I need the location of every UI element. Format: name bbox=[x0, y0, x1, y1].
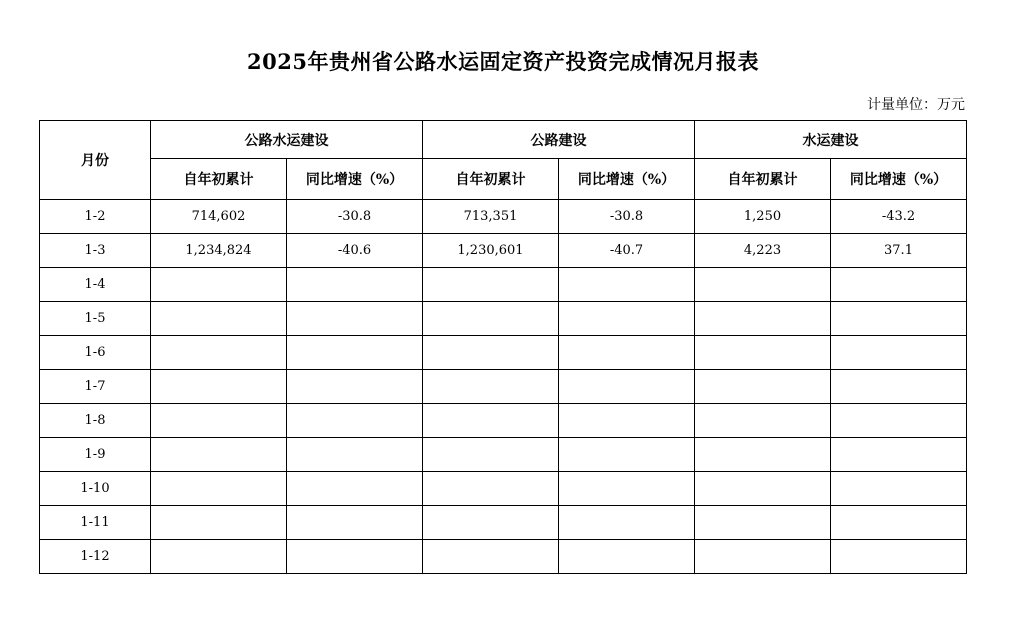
cumulative-cell bbox=[423, 336, 559, 370]
cumulative-cell bbox=[695, 438, 831, 472]
cumulative-cell bbox=[695, 336, 831, 370]
yoy-growth-cell: -30.8 bbox=[559, 200, 695, 234]
yoy-growth-cell bbox=[287, 472, 423, 506]
cumulative-cell bbox=[423, 438, 559, 472]
cumulative-cell: 1,230,601 bbox=[423, 234, 559, 268]
cumulative-cell bbox=[151, 438, 287, 472]
cumulative-cell bbox=[695, 302, 831, 336]
cumulative-cell bbox=[151, 268, 287, 302]
cumulative-cell bbox=[151, 370, 287, 404]
header-cumulative: 自年初累计 bbox=[151, 159, 287, 200]
cumulative-cell bbox=[695, 540, 831, 574]
yoy-growth-cell: 37.1 bbox=[831, 234, 967, 268]
month-cell: 1-3 bbox=[40, 234, 151, 268]
cumulative-cell bbox=[695, 404, 831, 438]
yoy-growth-cell bbox=[831, 506, 967, 540]
header-group-highway: 公路建设 bbox=[423, 121, 695, 159]
yoy-growth-cell bbox=[831, 336, 967, 370]
yoy-growth-cell bbox=[831, 370, 967, 404]
month-cell: 1-7 bbox=[40, 370, 151, 404]
yoy-growth-cell bbox=[287, 404, 423, 438]
table-row bbox=[40, 370, 967, 404]
cumulative-cell bbox=[695, 506, 831, 540]
yoy-growth-cell: -30.8 bbox=[287, 200, 423, 234]
cumulative-cell: 1,234,824 bbox=[151, 234, 287, 268]
cumulative-cell bbox=[695, 370, 831, 404]
yoy-growth-cell bbox=[287, 540, 423, 574]
cumulative-cell: 4,223 bbox=[695, 234, 831, 268]
yoy-growth-cell bbox=[559, 540, 695, 574]
cumulative-cell bbox=[423, 302, 559, 336]
cumulative-cell bbox=[695, 268, 831, 302]
cumulative-cell bbox=[151, 506, 287, 540]
cumulative-cell bbox=[151, 404, 287, 438]
month-cell: 1-8 bbox=[40, 404, 151, 438]
header-group-highway-waterway: 公路水运建设 bbox=[151, 121, 423, 159]
cumulative-cell bbox=[695, 472, 831, 506]
table-row bbox=[40, 404, 967, 438]
cumulative-cell: 1,250 bbox=[695, 200, 831, 234]
cumulative-cell bbox=[423, 540, 559, 574]
table-row bbox=[40, 540, 967, 574]
yoy-growth-cell bbox=[559, 404, 695, 438]
yoy-growth-cell bbox=[831, 540, 967, 574]
yoy-growth-cell: -43.2 bbox=[831, 200, 967, 234]
month-cell: 1-12 bbox=[40, 540, 151, 574]
month-cell: 1-6 bbox=[40, 336, 151, 370]
header-cumulative: 自年初累计 bbox=[695, 159, 831, 200]
header-month: 月份 bbox=[40, 121, 151, 200]
yoy-growth-cell bbox=[831, 438, 967, 472]
header-cumulative: 自年初累计 bbox=[423, 159, 559, 200]
table-row bbox=[40, 234, 967, 268]
unit-label: 计量单位：万元 bbox=[867, 97, 965, 113]
month-cell: 1-2 bbox=[40, 200, 151, 234]
table-row bbox=[40, 506, 967, 540]
yoy-growth-cell bbox=[559, 472, 695, 506]
month-cell: 1-11 bbox=[40, 506, 151, 540]
yoy-growth-cell bbox=[559, 336, 695, 370]
cumulative-cell: 714,602 bbox=[151, 200, 287, 234]
yoy-growth-cell bbox=[831, 268, 967, 302]
yoy-growth-cell bbox=[831, 302, 967, 336]
table-body bbox=[40, 200, 967, 574]
header-row-sub bbox=[40, 159, 967, 200]
yoy-growth-cell bbox=[287, 506, 423, 540]
table-row bbox=[40, 472, 967, 506]
yoy-growth-cell bbox=[559, 506, 695, 540]
cumulative-cell bbox=[423, 506, 559, 540]
cumulative-cell: 713,351 bbox=[423, 200, 559, 234]
cumulative-cell bbox=[151, 472, 287, 506]
header-yoy-growth: 同比增速（%） bbox=[831, 159, 967, 200]
cumulative-cell bbox=[423, 472, 559, 506]
yoy-growth-cell bbox=[287, 302, 423, 336]
yoy-growth-cell bbox=[287, 438, 423, 472]
yoy-growth-cell bbox=[559, 438, 695, 472]
month-cell: 1-9 bbox=[40, 438, 151, 472]
cumulative-cell bbox=[423, 268, 559, 302]
header-yoy-growth: 同比增速（%） bbox=[287, 159, 423, 200]
month-cell: 1-10 bbox=[40, 472, 151, 506]
yoy-growth-cell: -40.6 bbox=[287, 234, 423, 268]
yoy-growth-cell: -40.7 bbox=[559, 234, 695, 268]
cumulative-cell bbox=[151, 302, 287, 336]
table-row bbox=[40, 438, 967, 472]
month-cell: 1-5 bbox=[40, 302, 151, 336]
yoy-growth-cell bbox=[831, 404, 967, 438]
header-yoy-growth: 同比增速（%） bbox=[559, 159, 695, 200]
table-row bbox=[40, 302, 967, 336]
month-cell: 1-4 bbox=[40, 268, 151, 302]
yoy-growth-cell bbox=[559, 302, 695, 336]
header-row-groups bbox=[40, 121, 967, 159]
page-title: 2025年贵州省公路水运固定资产投资完成情况月报表 bbox=[247, 49, 759, 74]
yoy-growth-cell bbox=[559, 268, 695, 302]
cumulative-cell bbox=[151, 336, 287, 370]
yoy-growth-cell bbox=[287, 268, 423, 302]
table-row bbox=[40, 336, 967, 370]
yoy-growth-cell bbox=[287, 336, 423, 370]
cumulative-cell bbox=[151, 540, 287, 574]
header-group-waterway: 水运建设 bbox=[695, 121, 967, 159]
table-row bbox=[40, 268, 967, 302]
yoy-growth-cell bbox=[831, 472, 967, 506]
table-row bbox=[40, 200, 967, 234]
report-table bbox=[39, 120, 967, 574]
yoy-growth-cell bbox=[287, 370, 423, 404]
yoy-growth-cell bbox=[559, 370, 695, 404]
cumulative-cell bbox=[423, 404, 559, 438]
cumulative-cell bbox=[423, 370, 559, 404]
